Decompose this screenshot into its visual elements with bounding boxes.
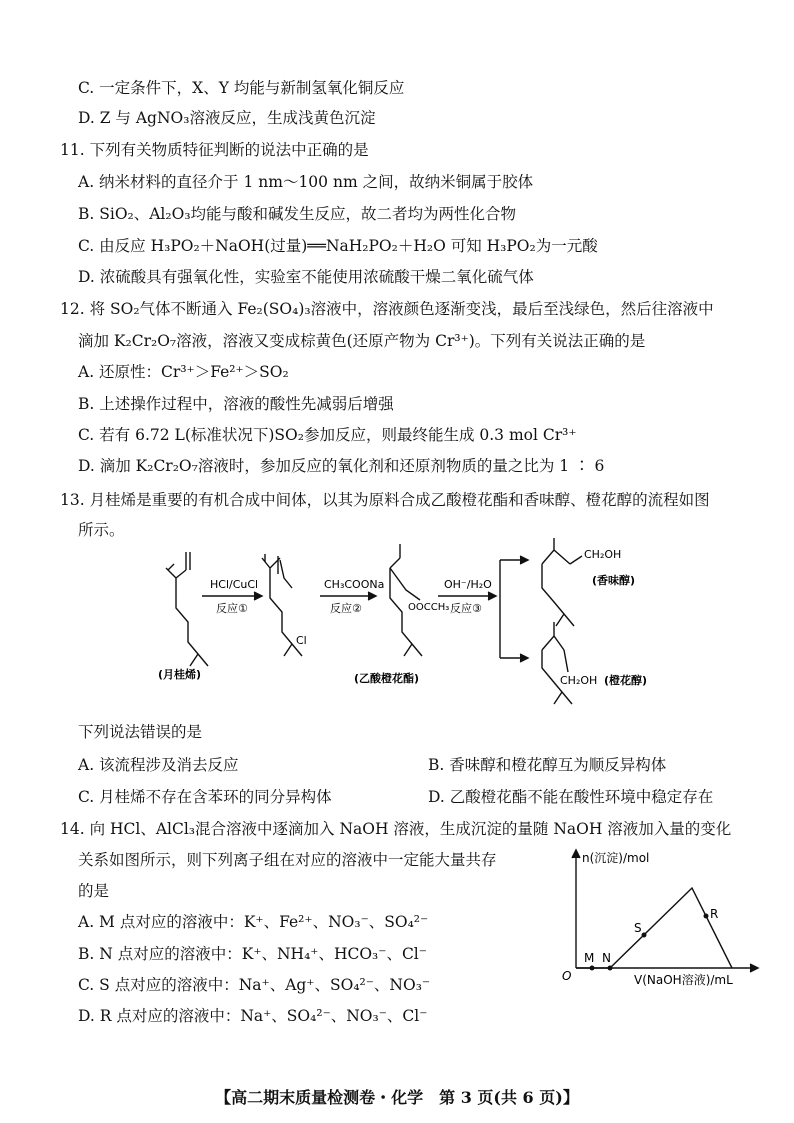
point-m: [590, 966, 595, 971]
q14-option-a: A. M 点对应的溶液中：K⁺、Fe²⁺、NO₃⁻、SO₄²⁻: [78, 913, 429, 931]
q12-option-a: A. 还原性：Cr³⁺＞Fe²⁺＞SO₂: [78, 363, 289, 381]
q10-option-c: C. 一定条件下，X、Y 均能与新制氢氧化铜反应: [78, 79, 405, 97]
point-s: [642, 933, 647, 938]
q11-option-c: C. 由反应 H₃PO₂＋NaOH(过量)══NaH₂PO₂＋H₂O 可知 H₃PO₂为一元酸: [78, 237, 598, 255]
q12-stem-line2: 滴加 K₂Cr₂O₇溶液，溶液又变成棕黄色(还原产物为 Cr³⁺)。下列有关说法正确的是: [78, 332, 646, 350]
reagent-2-label: CH₃COONa: [324, 578, 385, 591]
q14-option-d: D. R 点对应的溶液中：Na⁺、SO₄²⁻、NO₃⁻、Cl⁻: [78, 1007, 428, 1025]
myrcene-name: (月桂烯): [158, 668, 202, 681]
geraniol-ch2oh: CH₂OH: [584, 548, 622, 561]
q11-option-a: A. 纳米材料的直径介于 1 nm～100 nm 之间，故纳米铜属于胶体: [78, 173, 534, 191]
myrcene-structure: [166, 552, 208, 666]
nerol-structure: [542, 622, 572, 704]
q13-stem-line1: 13. 月桂烯是重要的有机合成中间体，以其为原料合成乙酸橙花酯和香味醇、橙花醇的流程如图: [60, 491, 710, 509]
q14-option-c: C. S 点对应的溶液中：Na⁺、Ag⁺、SO₄²⁻、NO₃⁻: [78, 976, 431, 994]
nerol-ch2oh: CH₂OH: [560, 674, 598, 687]
q12-option-b: B. 上述操作过程中，溶液的酸性先减弱后增强: [78, 395, 394, 413]
graph-origin: O: [562, 969, 572, 983]
q10-option-d: D. Z 与 AgNO₃溶液反应，生成浅黄色沉淀: [78, 109, 376, 127]
label-s: S: [634, 921, 642, 935]
q12-option-d: D. 滴加 K₂Cr₂O₇溶液时，参加反应的氧化剂和还原剂物质的量之比为 1 ∶ 6: [78, 457, 605, 475]
q13-option-c: C. 月桂烯不存在含苯环的同分异构体: [78, 788, 332, 806]
graph-x-label: V(NaOH溶液)/mL: [634, 973, 733, 986]
nerol-name: (橙花醇): [604, 674, 648, 687]
q11-stem: 11. 下列有关物质特征判断的说法中正确的是: [60, 141, 369, 159]
q11-option-d: D. 浓硫酸具有强氧化性，实验室不能使用浓硫酸干燥二氧化硫气体: [78, 268, 534, 286]
precipitate-curve: [576, 888, 732, 968]
reagent-3-label: OH⁻/H₂O: [444, 578, 492, 591]
graph-y-label: n(沉淀)/mol: [582, 851, 650, 865]
geraniol-name: (香味醇): [592, 574, 636, 587]
page-footer: 【高二期末质量检测卷・化学 第 3 页(共 6 页)】: [215, 1088, 579, 1107]
reaction-1-label: 反应①: [216, 602, 248, 615]
point-r: [704, 914, 709, 919]
point-n: [608, 966, 613, 971]
q12-stem-line1: 12. 将 SO₂气体不断通入 Fe₂(SO₄)₃溶液中，溶液颜色逐渐变浅，最后至浅绿色，然后往溶液中: [60, 300, 714, 318]
reaction-3-label: 反应③: [450, 602, 482, 615]
reagent-1-label: HCl/CuCl: [210, 578, 259, 591]
label-n: N: [602, 951, 611, 965]
q13-option-b: B. 香味醇和橙花醇互为顺反异构体: [428, 756, 667, 774]
neryl-acetate-structure: [390, 544, 422, 656]
label-r: R: [710, 907, 719, 921]
reaction-scheme: [150, 538, 690, 710]
geraniol-structure: [542, 538, 582, 626]
precipitate-graph: [556, 846, 766, 986]
q14-stem-line1: 14. 向 HCl、AlCl₃混合溶液中逐滴加入 NaOH 溶液，生成沉淀的量随 NaOH 溶液加入量的变化: [60, 820, 732, 838]
reaction-2-label: 反应②: [330, 602, 362, 615]
q13-stem-line2: 所示。: [78, 521, 125, 539]
q14-stem-line2: 关系如图所示，则下列离子组在对应的溶液中一定能大量共存: [78, 851, 497, 869]
q14-stem-line3: 的是: [78, 882, 110, 900]
neryl-acetate-name: (乙酸橙花酯): [354, 672, 420, 685]
q14-option-b: B. N 点对应的溶液中：K⁺、NH₄⁺、HCO₃⁻、Cl⁻: [78, 945, 427, 963]
q13-option-a: A. 该流程涉及消去反应: [78, 756, 239, 774]
q13-ask: 下列说法错误的是: [78, 723, 203, 741]
label-m: M: [584, 951, 595, 965]
ester-group-label: OOCCH₃: [408, 602, 450, 613]
q12-option-c: C. 若有 6.72 L(标准状况下)SO₂参加反应，则最终能生成 0.3 mol Cr³⁺: [78, 426, 577, 444]
chlorine-label: Cl: [296, 634, 307, 647]
q13-option-d: D. 乙酸橙花酯不能在酸性环境中稳定存在: [428, 788, 714, 806]
q11-option-b: B. SiO₂、Al₂O₃均能与酸和碱发生反应，故二者均为两性化合物: [78, 205, 517, 223]
